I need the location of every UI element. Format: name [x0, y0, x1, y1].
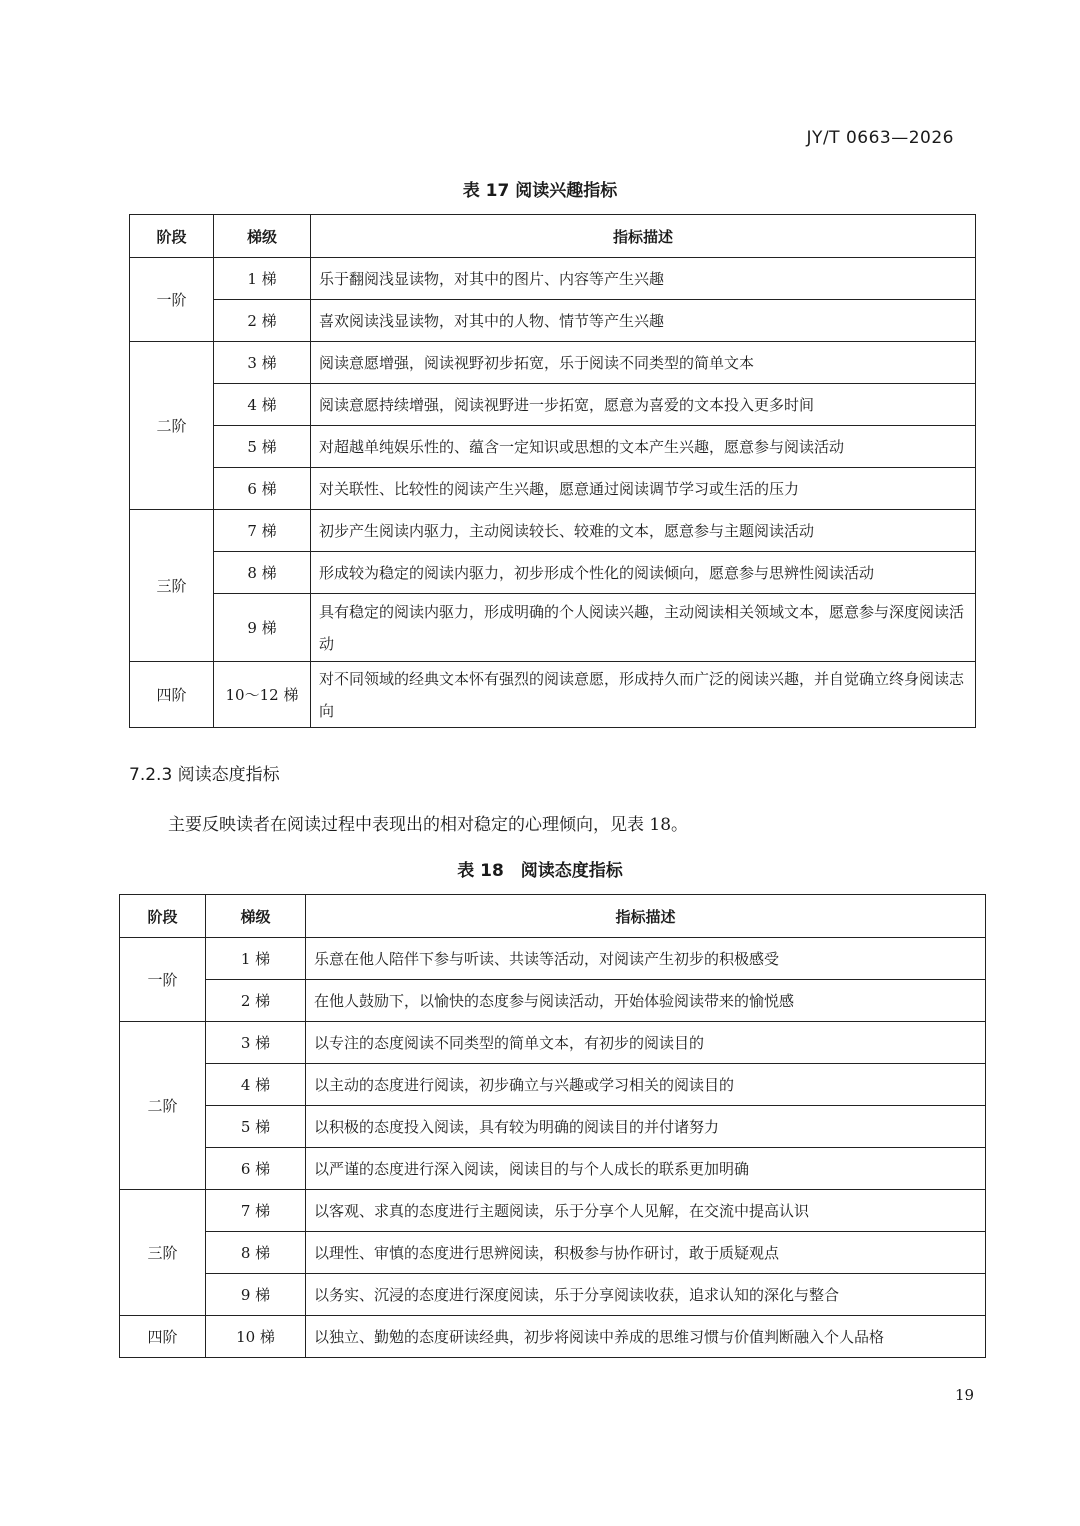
table18-level-cell: 6 梯 — [206, 1148, 306, 1190]
table18-stage-cell: 四阶 — [120, 1316, 206, 1358]
table18-desc-cell: 以独立、勤勉的态度研读经典，初步将阅读中养成的思维习惯与价值判断融入个人品格 — [306, 1316, 986, 1358]
table17-level-cell: 6 梯 — [214, 468, 311, 510]
table17-stage-cell: 一阶 — [130, 258, 214, 342]
table17-stage-cell: 三阶 — [130, 510, 214, 662]
table18-desc-cell: 乐意在他人陪伴下参与听读、共读等活动，对阅读产生初步的积极感受 — [306, 938, 986, 980]
section-heading: 7.2.3 阅读态度指标 — [129, 765, 280, 785]
table17-desc-cell: 对关联性、比较性的阅读产生兴趣，愿意通过阅读调节学习或生活的压力 — [311, 468, 976, 510]
table18-desc-cell: 在他人鼓励下，以愉快的态度参与阅读活动，开始体验阅读带来的愉悦感 — [306, 980, 986, 1022]
table17-level-cell: 4 梯 — [214, 384, 311, 426]
table17-level-cell: 7 梯 — [214, 510, 311, 552]
table18-desc-cell: 以主动的态度进行阅读，初步确立与兴趣或学习相关的阅读目的 — [306, 1064, 986, 1106]
table17-desc-cell: 乐于翻阅浅显读物，对其中的图片、内容等产生兴趣 — [311, 258, 976, 300]
table17-stage-cell: 四阶 — [130, 662, 214, 728]
table17-desc-cell: 喜欢阅读浅显读物，对其中的人物、情节等产生兴趣 — [311, 300, 976, 342]
table17-caption: 表 17 阅读兴趣指标 — [462, 181, 618, 201]
table17-reading-interest — [129, 214, 976, 728]
table17-desc-cell: 形成较为稳定的阅读内驱力，初步形成个性化的阅读倾向，愿意参与思辨性阅读活动 — [311, 552, 976, 594]
table18-desc-cell: 以客观、求真的态度进行主题阅读，乐于分享个人见解，在交流中提高认识 — [306, 1190, 986, 1232]
table18-header-desc: 指标描述 — [306, 895, 986, 938]
table17-level-cell: 3 梯 — [214, 342, 311, 384]
table18-level-cell: 10 梯 — [206, 1316, 306, 1358]
table18-desc-cell: 以专注的态度阅读不同类型的简单文本，有初步的阅读目的 — [306, 1022, 986, 1064]
table17-level-cell: 10～12 梯 — [214, 662, 311, 728]
table18-level-cell: 2 梯 — [206, 980, 306, 1022]
table18-stage-cell: 二阶 — [120, 1022, 206, 1190]
table18-caption: 表 18 阅读态度指标 — [457, 861, 623, 881]
table17-level-cell: 5 梯 — [214, 426, 311, 468]
table18-level-cell: 4 梯 — [206, 1064, 306, 1106]
table17-desc-cell: 对超越单纯娱乐性的、蕴含一定知识或思想的文本产生兴趣，愿意参与阅读活动 — [311, 426, 976, 468]
table17-header-stage: 阶段 — [130, 215, 214, 258]
table17-desc-cell: 初步产生阅读内驱力，主动阅读较长、较难的文本，愿意参与主题阅读活动 — [311, 510, 976, 552]
table18-level-cell: 1 梯 — [206, 938, 306, 980]
table18-desc-cell: 以严谨的态度进行深入阅读，阅读目的与个人成长的联系更加明确 — [306, 1148, 986, 1190]
table17-stage-cell: 二阶 — [130, 342, 214, 510]
table17-level-cell: 2 梯 — [214, 300, 311, 342]
document-code: JY/T 0663—2026 — [806, 128, 954, 148]
table17-desc-cell: 对不同领域的经典文本怀有强烈的阅读意愿，形成持久而广泛的阅读兴趣，并自觉确立终身阅读志向 — [311, 662, 976, 728]
table17-header-desc: 指标描述 — [311, 215, 976, 258]
table18-desc-cell: 以积极的态度投入阅读，具有较为明确的阅读目的并付诸努力 — [306, 1106, 986, 1148]
table18-header-level: 梯级 — [206, 895, 306, 938]
table17-level-cell: 1 梯 — [214, 258, 311, 300]
table17-level-cell: 8 梯 — [214, 552, 311, 594]
table18-level-cell: 7 梯 — [206, 1190, 306, 1232]
table18-reading-attitude — [119, 894, 986, 1358]
table18-desc-cell: 以理性、审慎的态度进行思辨阅读，积极参与协作研讨，敢于质疑观点 — [306, 1232, 986, 1274]
table18-stage-cell: 一阶 — [120, 938, 206, 1022]
table17-desc-cell: 具有稳定的阅读内驱力，形成明确的个人阅读兴趣，主动阅读相关领域文本，愿意参与深度阅读活动 — [311, 594, 976, 662]
table17-desc-cell: 阅读意愿持续增强，阅读视野进一步拓宽，愿意为喜爱的文本投入更多时间 — [311, 384, 976, 426]
table18-level-cell: 3 梯 — [206, 1022, 306, 1064]
body-paragraph: 主要反映读者在阅读过程中表现出的相对稳定的心理倾向，见表 18。 — [168, 815, 689, 835]
table17-desc-cell: 阅读意愿增强，阅读视野初步拓宽，乐于阅读不同类型的简单文本 — [311, 342, 976, 384]
page-number: 19 — [955, 1386, 975, 1404]
table18-level-cell: 9 梯 — [206, 1274, 306, 1316]
table18-stage-cell: 三阶 — [120, 1190, 206, 1316]
table18-header-stage: 阶段 — [120, 895, 206, 938]
table17-header-level: 梯级 — [214, 215, 311, 258]
table18-level-cell: 8 梯 — [206, 1232, 306, 1274]
table17-level-cell: 9 梯 — [214, 594, 311, 662]
table18-desc-cell: 以务实、沉浸的态度进行深度阅读，乐于分享阅读收获，追求认知的深化与整合 — [306, 1274, 986, 1316]
table18-level-cell: 5 梯 — [206, 1106, 306, 1148]
